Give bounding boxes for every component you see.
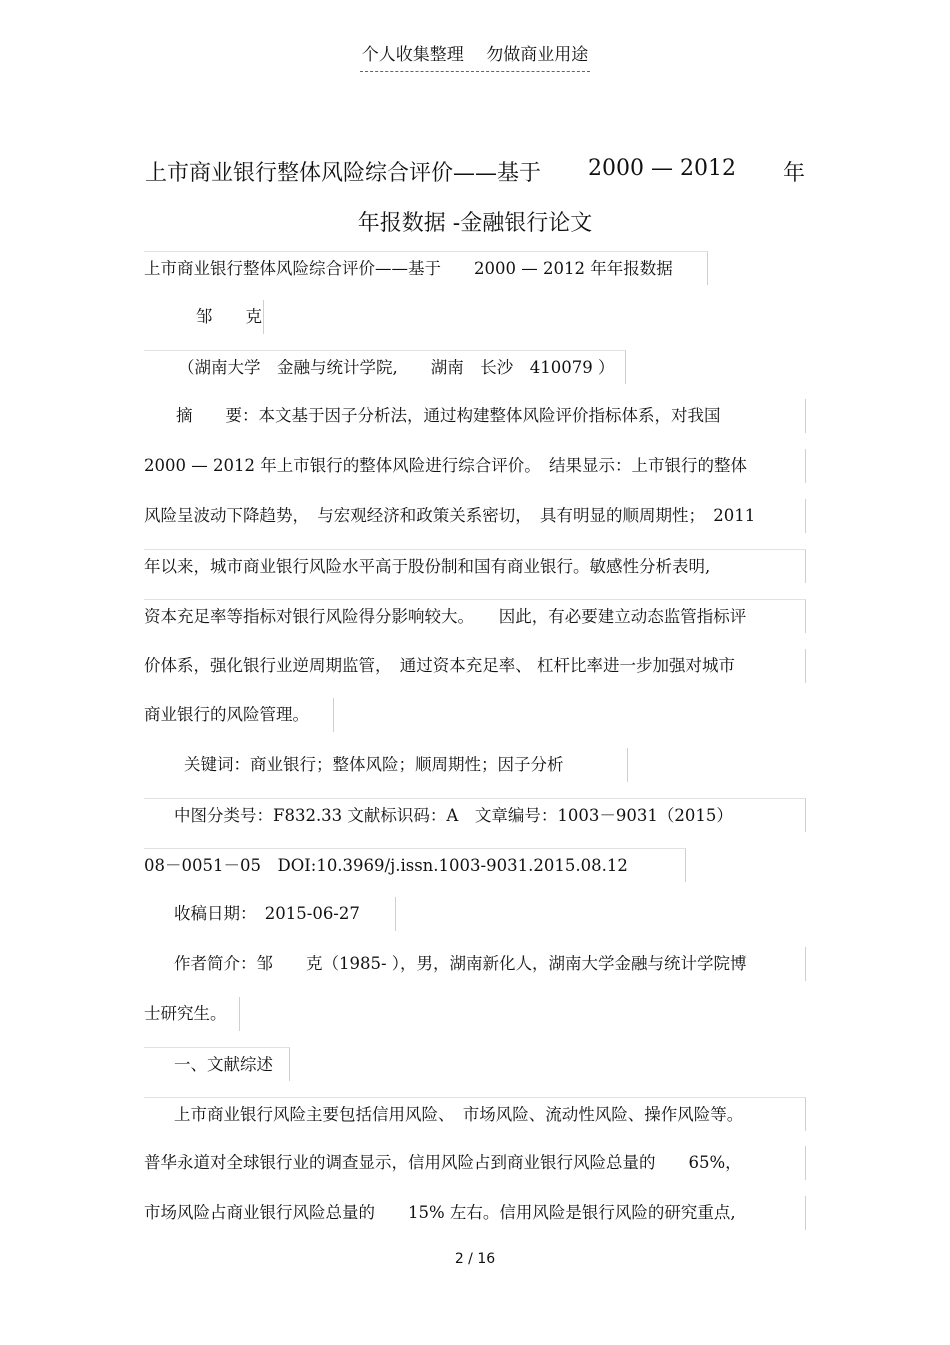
author-bio-line-2: 士研究生。 [144,997,240,1031]
abstract-line-1: 摘 要：本文基于因子分析法，通过构建整体风险评价指标体系，对我国 [144,399,806,433]
classification-line-1: 中图分类号：F832.33 文献标识码：A 文章编号：1003－9031（2015） [144,798,806,832]
author-line: 邹 克 [144,300,264,334]
paragraph-line-2: 普华永道对全球银行业的调查显示，信用风险占到商业银行风险总量的 65%， [144,1146,806,1180]
title-part-a: 上市商业银行整体风险综合评价——基于 [145,161,542,186]
subtitle-line: 上市商业银行整体风险综合评价——基于 2000 — 2012 年年报数据 [144,251,708,285]
document-title-line-1 [145,156,805,187]
section-heading: 一、文献综述 [144,1047,290,1081]
header-text: 个人收集整理 勿做商业用途 [360,45,590,72]
abstract-line-5: 资本充足率等指标对银行风险得分影响较大。 因此，有必要建立动态监管指标评 [144,599,806,633]
page-number: 2 / 16 [454,1251,496,1267]
abstract-line-7: 商业银行的风险管理。 [144,698,334,732]
received-date-line: 收稿日期： 2015-06-27 [144,897,396,931]
paragraph-line-3: 市场风险占商业银行风险总量的 15% 左右。信用风险是银行风险的研究重点, [144,1196,806,1230]
abstract-line-6: 价体系，强化银行业逆周期监管， 通过资本充足率、 杠杆比率进一步加强对城市 [144,649,806,683]
affiliation-line: （湖南大学 金融与统计学院, 湖南 长沙 410079 ） [144,350,626,384]
title-part-c: 年 [782,161,805,186]
abstract-line-3: 风险呈波动下降趋势， 与宏观经济和政策关系密切， 具有明显的顺周期性； 2011 [144,499,806,533]
abstract-line-4: 年以来，城市商业银行风险水平高于股份制和国有商业银行。敏感性分析表明, [144,549,806,583]
author-bio-line-1: 作者简介：邹 克（1985- ），男，湖南新化人，湖南大学金融与统计学院博 [144,947,806,981]
title-part-b: 2000 — 2012 [588,156,736,181]
keywords-line: 关键词：商业银行；整体风险；顺周期性；因子分析 [144,748,628,782]
classification-line-2: 08－0051－05 DOI:10.3969/j.issn.1003-9031.2015.08.12 [144,848,686,882]
abstract-line-2: 2000 — 2012 年上市银行的整体风险进行综合评价。 结果显示：上市银行的整体 [144,449,806,483]
page-header [0,40,950,65]
document-title-line-2: 年报数据 -金融银行论文 [357,211,593,236]
paragraph-line-1: 上市商业银行风险主要包括信用风险、 市场风险、流动性风险、操作风险等。 [144,1097,806,1131]
